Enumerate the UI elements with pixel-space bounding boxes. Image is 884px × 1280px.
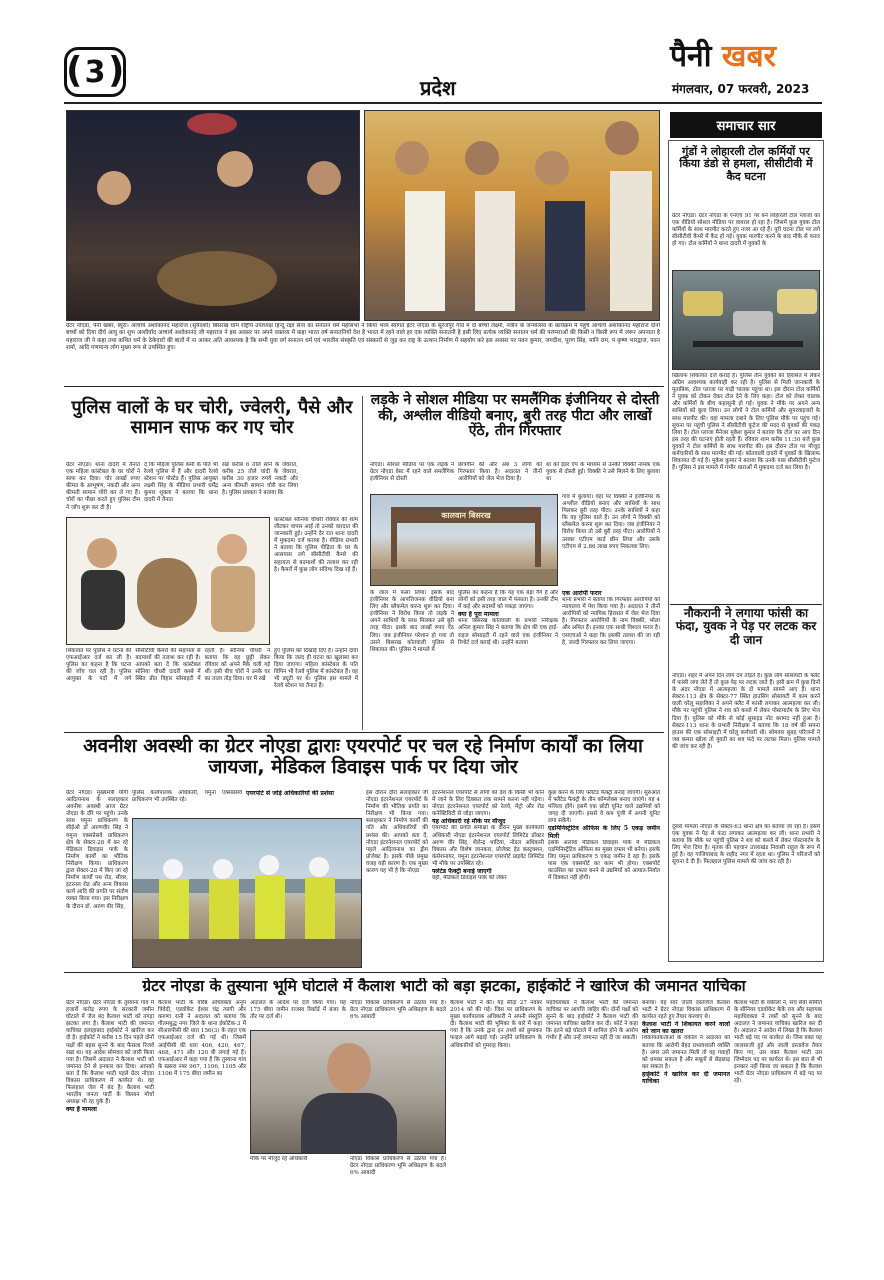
airport-col2-block bbox=[132, 790, 362, 816]
sidebar-divider bbox=[670, 604, 822, 605]
mid-rule bbox=[64, 732, 664, 733]
theft-col2: दें कि महिला पुलिस कर्मी के पति भी रेलवे पुलिस में हैं और दादरी रेलवे स्टेशन पर पोस्टेड हैं। पुलिस आयुक्त लक्ष्मी सिंह के मीडिया प्रभारी धर्मेंद्र कुमार शुक्ला ने बताया कि थाना दादरी में तैनात bbox=[144, 462, 218, 504]
bhati-col7b: शिकायतकर्ताओं के वकील ने अदालत को बताया कि आरोपी बेहद प्रभावशाली व्यक्ति है। अगर उसे जमानत मिली तो वह गवाहों को धमका सकता है और सबूतों से छेड़छाड़ कर सकता है। bbox=[642, 1035, 730, 1070]
bhati-col7: बनाया। यह सारे जाली दस्तावेज कैलाश भाटी ने ग्रेटर नोएडा विकास प्राधिकरण में कार्यरत रहते हुए तैयार करवाए थे। bbox=[642, 1000, 730, 1021]
header-rule bbox=[64, 102, 822, 104]
bhati-col1-block bbox=[66, 1000, 154, 1246]
engineer-bottom1: के जाल में फंसा लिया। इसके बाद इंजीनियर के आपत्तिजनक वीडियो बना लिए और ब्लैकमेल करना शुरू कर दिया। इंजीनियर ने विरोध किया तो लड़के ने अपने साथियों के साथ मिलकर उसे बुरी तरह पीटा। इसके बाद लाखों रुपए ऐंठ लिए। जब इंजीनियर परेशान हो गया तो उसने बिसरख कोतवाली पुलिस से शिकायत की। पुलिस ने मामले में bbox=[370, 590, 454, 653]
engineer-headline: लड़के ने सोशल मीडिया पर समलैंगिक इंजीनियर से दोस्ती की, अश्लील वीडियो बनाए, बुरी तरह पीटा और लाखों ऐंठे, तीन गिरफ्तार bbox=[370, 392, 660, 440]
theft-bottom2: हुए पुलिस को दिखाई दिए हैं। उन्होंने दावा किया कि जल्द ही घटना का खुलासा कर दिया जाएगा। महिला कांस्टेबल के पति विपिन भी रेलवे पुलिस में कांस्टेबल हैं। वह भी ड्यूटी पर थे। पुलिस इस मामले में रेलवे स्टेशन पर तैनात हैं। bbox=[274, 648, 358, 690]
engineer-police-station-photo bbox=[370, 494, 558, 586]
airport-col3: इस दौरान दौरा सलाहकार जी नोएडा इंटरनेशनल एयरपोर्ट के निर्माण की भौतिक प्रगति का निरीक्षण भी किया गया। सलाहकार ने निर्माण कार्यों की गति और अधिकारियों की प्रशंसा की। आपको बता दें, नोएडा इंटरनेशनल एयरपोर्ट को पहले आदित्यनाथ का ड्रीम प्रोजेक्ट है। इसके पीछे प्रमुख वजह यही कारण है। एक मुख्य कारण यह भी है कि नोएडा bbox=[366, 790, 428, 875]
police-station-sign: कालवान बिसरख bbox=[393, 509, 539, 523]
engineer-col2: छात्रवीन की और अब 3 लोगों को गिरफ्तार किया है। अदालत ने तीनों आरोपियों को जेल भेज दिया है। bbox=[458, 462, 542, 483]
airport-col5-block bbox=[548, 790, 660, 968]
engineer-subhead-absconding: एक आरोपी फरार bbox=[562, 590, 602, 597]
bhati-headline: ग्रेटर नोएडा के तुस्याना भूमि घोटाले में कैलाश भाटी को बड़ा झटका, हाईकोर्ट ने खारिज की जमानत याचिका bbox=[142, 978, 746, 995]
bhati-col7-subhead: कैलाश भाटी ने शिकायत करने वालों को जान का खतरा bbox=[642, 1021, 730, 1036]
bhati-col3: अदालत के आदेश पर दर्ज किया गया। यह 175 बीघा जमीन राजस्व रिकॉर्ड में बंजर के तौर पर दर्ज थी। bbox=[250, 1000, 346, 1021]
sidebar-toll-photo bbox=[672, 270, 820, 370]
airport-col4-subhead2: फ्लेटेड फैक्ट्री बनाई जाएगी bbox=[432, 868, 492, 876]
airport-col5b: इसके अलावा मेडिकल डिवाइस पार्क में मेडिकल एडमिनिस्ट्रेटिव ऑफिस का मुख्य दफ्तर भी बनेगा। इसके लिए यमुना प्राधिकरण 5 एकड़ जमीन दे रहा है। इसके पास एक एक्सपोर्ट का काम भी होगा। एक्सपोर्ट काउंसिल का दफ्तर बनने से उद्यमियों को आयात-निर्यात में दिक्कत नहीं होगी। bbox=[548, 839, 660, 882]
engineer-bottom2: पुलिस का कहना है कि यह एक बड़ा गैंग है और लोगों को इसी तरह जाल में फंसाता है। उनकी टीम में कई और सदस्यों को पकड़ा जाएगा। bbox=[458, 590, 558, 611]
airport-col2: पुलिस कार्यपालक अधिकारी, यमुना एक्सप्रेसवे प्राधिकरण भी उपस्थित रहे। bbox=[132, 790, 242, 804]
column-divider-1 bbox=[362, 396, 363, 730]
airport-officials-photo bbox=[132, 818, 362, 968]
airport-col4-subhead: यह अधिकारी रहे मौके पर मौजूद bbox=[432, 818, 506, 826]
airport-col4b: एयरपोर्ट की प्रगति समीक्षा के दौरान मुख्य कार्यकारी अधिकारी नोएडा इंटरनेशनल एयरपोर्ट लिमिटेड डॉक्टर अरुण वीर सिंह, शैलेन्द्र भाटिया, नोडल अधिकारी विकास और विशेष जानकार, प्रोजेक्ट हेड कंस्ट्रक्शन, कंसेशनायर, यमुना इंटरनेशनल एयरपोर्ट प्राइवेट लिमिटेड भी मौके पर उपस्थित रहे। bbox=[432, 825, 544, 867]
bhati-col4: नोएडा विकास प्राधिकरण से उठाया गया है। ग्रेटर नोएडा प्राधिकरण भूमि अधिग्रहण के बदले 6% आबादी bbox=[350, 1000, 446, 1021]
page-number-paren-right: ) bbox=[108, 50, 125, 91]
airport-col5: कुछ करने के लिए फ्लैटेड फैक्ट्री बनाई जाएगी। सुरुआत में फ्लैटेड फैक्ट्री के तीन कॉम्प्लेक्स बनाए जाएंगे। यह 4 मंजिला होंगे। इसमें एक छोटी यूनिट वाले उद्यमियों को जगह दी जाएगी। इससे वे कम पूंजी में अपनी यूनिट लगा सकेंगे। bbox=[548, 790, 660, 825]
engineer-col3b: गांव में बुलाया। वहां पर विक्की ने इंजीनियर के अश्लील वीडियो बनाए और साथियों के साथ मिलकर बुरी तरह पीटा। उनके साथियों ने कहा कि वह पुलिस वाले हैं। उन लोगों ने विक्की को ब्लैकमेल करना शुरू कर दिया। जब इंजीनियर ने विरोध किया तो उसे बुरी तरह पीटा। आरोपियों ने उसका एटीएम कार्ड छीन लिया और उसके एटीएम से 2.86 लाख रुपए निकलवा लिए। bbox=[562, 494, 660, 550]
engineer-bottom2-block bbox=[458, 590, 558, 728]
airport-col4c: वहीं, मेडिकल डिवाइस पार्क को लेकर bbox=[432, 875, 507, 882]
section-label: प्रदेश bbox=[420, 76, 456, 100]
bhati-col1: ग्रेटर नोएडा। ग्रेटर नोएडा के तुस्याना गांव में हजारों करोड़ रुपए के सरकारी जमीन घोटाले में जेल बंद कैलाश भाटी को तगड़ा झटका लगा है। कैलाश भाटी की जमानत याचिका इलाहाबाद हाईकोर्ट ने खारिज कर दी है। हाईकोर्ट ने करीब 15 दिन पहले दोनों पक्षों की बहस सुनने के बाद फैसला रिजर्व रखा था। यह आदेश सोमवार को जारी किया गया है। जिसमें अदालत ने कैलाश भाटी को जमानत देने से इनकार कर दिया। आपको बता दें कि कैलाश भाटी पहले ग्रेटर नोएडा विकास प्राधिकरण में कार्यरत थे। वह फिलहाल जेल में बंद है। कैलाश भाटी भारतीय जनता पार्टी के किसान मोर्चा अध्यक्ष भी रह चुके हैं। bbox=[66, 1000, 154, 1106]
sidebar-story1-text2: खिलाफ शिकायत दर्ज कराई है। पुलिस तीन युवकों को हिरासत में लेकर अग्रिम आवश्यक कार्यवाही कर रही है। पुलिस से मिली जानकारी के मुताबिक, टोल प्लाजा पर गाड़ी चालक पहुंचा था। इस दौरान टोल कर्मियों ने युवक को टोकन देकर टोल देने के लिए कहा। टोल को लेकर चालक और कर्मियों के बीच कहासुनी हो गई। युवक ने मौके पर अपने अन्य साथियों को बुला लिया। उन लोगों ने टोल कर्मियों और सुपरवाइजरों के साथ मारपीट की। वहां मामला दबाने के लिए पुलिस मौके पर पहुंच गई। सूचना पर पहुंची पुलिस ने सीसीटीवी फुटेज की मदद से युवकों की पकड़ लिया है। टोल प्लाजा मैनेजर मुकेश कुमार ने बताया कि टोल पर आए दिन इस तरह की घटनाएं होती रहती हैं। रविवार शाम करीब 11:30 बजे कुछ युवकों ने टोल कर्मियों के साथ मारपीट की। इस दौरान टोल पर मौजूद कर्मचारियों के साथ मारपीट की गई। कोतवाली दादरी में युवकों के खिलाफ शिकायत दी गई है। मुकेश कुमार ने बताया कि उनके पास सीसीटीवी फुटेज हैं। पुलिस ने इस मामले में गंभीर धाराओं में मुकदमा दर्ज कर लिया है। bbox=[672, 373, 820, 472]
airport-col2-subhead: एयरपोर्ट से जोड़े अधिकारियों की प्रशंसा bbox=[246, 790, 334, 797]
sidebar-story2-headline: नौकरानी ने लगाया फांसी का फंदा, युवक ने पेड़ पर लटक कर दी जान bbox=[675, 606, 817, 647]
page-number-paren-left: ( bbox=[66, 50, 83, 91]
sidebar-story2-text: नोएडा। शहर में अपने दिन लोग दम तोड़ते हैं। कुछ लोग सोसायटी के फ्लैट में फांसी लगा लेते हैं तो कुछ पेड़ पर लटक जाते हैं। इसी क्रम में कुछ दिनों के अंदर नोएडा में आत्महत्या के दो मामले सामने आए हैं। थाना सेक्टर-113 क्षेत्र के सेक्टर-77 स्थित हाउसिंग सोसायटी में काम करने वाली घरेलू सहायिका ने अपने फ्लैट में फांसी लगाकर आत्महत्या कर ली। मौके पर पहुंची पुलिस ने शव को कब्जे में लेकर पोस्टमार्टम के लिए भेज दिया है। पुलिस को मौके से कोई सुसाइड नोट बरामद नहीं हुआ है। सेक्टर-113 थाना के प्रभारी निरीक्षक ने बताया कि 18 वर्ष की सपना हाउस की एक सोसाइटी में घरेलू कर्मचारी थी। सोमवार सुबह परिजनों ने जब कमरा खोला तो युवती का शव फंदे पर लटका मिला। पुलिस मामले की जांच कर रही है। bbox=[672, 673, 820, 750]
sidebar-story1-text: ग्रेटर नोएडा। ग्रेटर नोएडा के एनएच 91 पर बने लोहारली टोल प्लाजा का एक वीडियो सोशल मीडिया पर वायरल हो रहा है। जिसमें कुछ युवक टोल कर्मियों के साथ मारपीट करते हुए नजर आ रहे हैं। पूरी घटना टोल पर लगे सीसीटीवी कैमरे में कैद हो गई। युवक मारपीट करने के बाद मौके से फरार हो गए। टोल कर्मियों ने थाना दादरी में युवकों के bbox=[672, 213, 820, 248]
engineer-subhead-case: क्या है पूरा मामला bbox=[458, 611, 499, 619]
bhati-col1-subhead: क्या है मामला bbox=[66, 1106, 97, 1114]
top-story-caption: ग्रेटर नोएडा, पैनी खबर, ब्यूरो। आचार्य अशोकानंद महाराज (सुर्यवंशी) बिसरख धाम राष्ट्रीय उपाध्यक्ष हिन्दू रक्षा सेना का सनातन धर्म महासभा ने किया भव्य स्वागत ईटर नोएडा के सूरजपुर गाँव में दो बच्चों लक्ष्मी, नवीन के जन्मोत्सव के कार्यक्रम में पहुँचे आचार्य अशोकानंद महाराज दोनों बच्चों को दिया दीर्घ आयु का शुभ आशीर्वाद आचार्य अशोकानंद जी महाराज ने इस अवसर पर अपने वक्तव्य में कहा भारत वर्ष सनातनियों देश है भारत में रहने वाले हर एक व्यक्ति सनातनी है इसी लिए प्रत्येक व्यक्ति सनातन धर्म की परम्पराओं की किसी न किसी रूप में जरूर अपनाता है महाराज जी ने कहा तथा कथित धर्म के ठेकेदारों की बातों में ना आकर अति आवश्यक है कि सभी युवा वर्ग सनातन धर्म एवं भारतीय संस्कृति एवं संस्कारों से जुड़ कर राष्ट्र के उत्थान निर्माण में सहयोग करे इस अवसर पर पवन कुमार, जगदीश, पूरण सिंह, मानि राम, पं कृष्ण भारद्वाज, पवन शर्मा, आदि गणमान्य लोग मुख्य रूप से उपस्थित हुए। bbox=[66, 323, 660, 352]
engineer-col1: नोएडा। सोशल मीडिया पर एक लड़के ने ग्रेटर नोएडा वेस्ट में रहने वाले समलैंगिक इंजीनियर से दोस्ती bbox=[370, 462, 454, 483]
theft-headline: पुलिस वालों के घर चोरी, ज्वेलरी, पैसे और सामान साफ कर गए चोर bbox=[71, 397, 353, 439]
top-story-photo-left bbox=[66, 110, 360, 321]
airport-col5-subhead: एडमिनिस्ट्रेटिव ऑफिस के लिए 5 एकड़ जमीन मिली bbox=[548, 825, 660, 840]
brand-name-part2: खबर bbox=[721, 39, 776, 74]
bhati-col2: कैलाश भाटी के वरिष्ठ अधिवक्ता अनूप त्रिवेदी, एडवोकेट ईश्वर चंद्र त्यागी और करुणा रानी ने अदालत को बताया कि गौतमबुद्ध नगर जिले के थाना ईकोटेक-3 में सीआरपीसी की धारा 156(3) के तहत एक एफआईआर दर्ज की गई थी। जिसमें आईपीसी की धारा 406, 420, 467, 468, 471 और 120 बी लगाई गई हैं। एफआईआर में कहा गया है कि तुस्याना गांव के खसरा नंबर 967, 1106, 1105 और 1106 में 175 बीघा जमीन का bbox=[158, 1000, 246, 1077]
top-story-photo-right bbox=[364, 110, 660, 321]
theft-col3: रखे करीब 6 तोले सोने के जेवरात, करीब 25 तोले चांदी के जेवरात, करीब 30 हजार रुपये नकदी और अन्य कीमती सामान चोरी कर लिया है। पुलिस प्रवक्ता ने बताया कि bbox=[222, 462, 298, 497]
airport-headline: अवनीश अवस्थी का ग्रेटर नोएडा द्वाराः एयरपोर्ट पर चल रहे निर्माण कार्यों का लिया जायजा, मेडिकल डिवाइस पार्क पर दिया जोर bbox=[83, 735, 643, 779]
sidebar-story1-headline: गुंडों ने लोहारली टोल कर्मियों पर किया डंडो से हमला, सीसीटीवी में कैद घटना bbox=[679, 145, 813, 183]
bhati-photo-text-left: मौके पर मौजूद रहे अधिकारी bbox=[250, 1156, 308, 1162]
issue-date: मंगलवार, 07 फरवरी, 2023 bbox=[672, 82, 810, 96]
page-number: 3 bbox=[84, 54, 106, 90]
engineer-bottom3: थाना प्रभारी ने बताया कि गिरफ्तार आरोपियों को न्यायालय में पेश किया गया है। अदालत ने तीनों आरोपियों को न्यायिक हिरासत में जेल भेज दिया है। गिरफ्तार आरोपियों के नाम विक्की, भोला और अमित हैं। इनका एक साथी विशाल फरार है। एसएचओ ने कहा कि इसकी तलाश की जा रही है, जल्दी गिरफ्तार कर लिया जाएगा। bbox=[562, 597, 660, 646]
bhati-col7-block bbox=[642, 1000, 730, 1246]
top-story-rule bbox=[64, 386, 664, 387]
theft-col1: ग्रेटर नोएडा। थाना दादरी में तैनात एक महिला कांस्टेबल के घर चोरों ने साफ कर दिया। चोर लाखों रुपए कीमत के आभूषण, नकदी और अन्य कीमती सामान चोरी कर ले गए हैं। चोरों का पीछा करते हुए पुलिस टीम ने जाँच शुरू कर दी है। bbox=[66, 462, 140, 511]
sidebar-story2-text2: दूसरा मामला नोएडा के सेक्टर-63 थाना क्षेत्र का बताया जा रहा है। इसमें एक युवक ने पेड़ से फंदा लगाकर आत्महत्या कर ली। थाना प्रभारी ने बताया कि मौके पर पहुंची पुलिस ने शव को कब्जे में लेकर पोस्टमार्टम के लिए भेज दिया है। मृतक की पहचान उत्तराखंड निवासी राहुल के रूप में हुई है। वह गाजियाबाद के शहीद नगर में रहता था। पुलिस ने परिजनों को सूचना दे दी है। फिलहाल पुलिस मामले की जांच कर रही है। bbox=[672, 824, 820, 866]
airport-col4: इंटरनेशनल एयरपोर्ट से लोगों को देश के किसी भी कोने में जाने के लिए दिक्कत तक सामने करना नहीं पड़ेगा। नोएडा इंटरनेशनल एयरपोर्ट को रेलवे, मेट्रो और रोड कनेक्टिविटी से जोड़ा जाएगा। bbox=[432, 790, 544, 818]
theft-cartoon bbox=[66, 517, 270, 645]
engineer-bottom2b: थाना बिसरख कोतवाली के प्रभारी निरीक्षक अनिल कुमार सिंह ने बताया कि क्षेत्र की एक हाई-राइज सोसाइटी में रहने वाले एक इंजीनियर ने रिपोर्ट दर्ज कराई थी। उन्होंने बताया bbox=[458, 618, 558, 646]
sidebar-banner bbox=[670, 112, 822, 138]
bhati-col4b: नोएडा विकास प्राधिकरण से उठाया गया है। ग्रेटर नोएडा प्राधिकरण भूमि अधिग्रहण के बदले 6% आबादी bbox=[350, 1156, 446, 1177]
engineer-bottom3-block bbox=[562, 590, 660, 728]
bhati-col6: महाधिवक्ता ने कैलाश भाटी की जमानत याचिका पर आपत्ति जाहिर की। दोनों पक्षों को सुनने के बाद हाईकोर्ट ने कैलाश भाटी की जमानत याचिका खारिज कर दी। कोर्ट ने कहा कि इतने बड़े घोटाले में शामिल होने के आरोप गंभीर हैं और उन्हें जमानत नहीं दी जा सकती। bbox=[546, 1000, 638, 1042]
brand-logo bbox=[670, 34, 776, 75]
bhati-col5: कैलाश भाटी ने की। यह सौदा 27 नवंबर 2014 को की गई। जिस पर प्राधिकरण के मुख्य कार्यपालक अधिकारी ने अपनी संस्तुति दी। कैलाश भाटी की भूमिका के बारे में कहा गया है कि उनके द्वारा इन तथ्यों को छुपाकर फाइल आगे बढ़ाई गई। उन्होंने प्राधिकरण के अधिकारियों को गुमराह किया। bbox=[450, 1000, 542, 1049]
theft-col3b: कांस्टेबल सोनिया चौधरी रविवार की शाम लौटकर वापस आईं तो उनको वारदात की जानकारी हुई। उन्होंने देर रात थाना दादरी में मुकदमा दर्ज कराया है। मीडिया प्रभारी ने बताया कि पुलिस पीड़िता के घर के आसपास लगे सीसीटीवी कैमरे की सहायता से बदमाशों की तलाश कर रही है। कैमरों में कुछ लोग संदिग्ध दिख रहे हैं। bbox=[274, 517, 358, 573]
bhati-col8: कैलाश भाटी के वकीलों ने, सच सेवा समिति के सीनियर एडवोकेट केके राय और सहायक महाधिवक्ता ने तर्कों को सुनने के बाद अदालत ने जमानत याचिका खारिज कर दी है। अदालत ने आदेश में लिखा है कि कैलाश भाटी बड़े पद पर कार्यरत थे। जिस वक्त यह जालसाजी हुई और जाली दस्तावेज तैयार किए गए, उस वक्त कैलाश भाटी उस जिम्मेदार पद पर कार्यरत थे। इस बात से भी इनकार नहीं किया जा सकता है कि कैलाश भाटी ग्रेटर नोएडा प्राधिकरण में बड़े पद पर रहे। bbox=[734, 1000, 822, 1085]
bhati-portrait-photo bbox=[250, 1030, 446, 1154]
lower-rule bbox=[64, 972, 824, 973]
sidebar-title: समाचार सार bbox=[716, 119, 776, 134]
theft-bottom1: शिकायत पर पुलिस ने घटना की एफआईआर दर्ज कर ली है। पुलिस का कहना है कि घटना की जाँच चल रही है। पुलिस आयुक्त के पदों में लगे सीसीटीवी कैमरों की सहायता से बदमाशों की तलाश कर रही है। आपको बता दें कि कांस्टेबल सोनिया चौधरी दादरी कस्बे में स्थित प्रीत विहार सोसाइटी में रहती हैं। सोनिया चौधरी ने बताया कि वह छुट्टी लेकर रविवार को अपने मैके चली गई थीं। इसी बीच चोरों ने उनके घर का ताला तोड़ दिया। घर में रखे bbox=[66, 648, 270, 683]
bhati-col7-subhead2: हाईकोर्ट ने खारिज कर दी जमानत याचिका bbox=[642, 1070, 730, 1086]
airport-col4-block bbox=[432, 790, 544, 968]
brand-name-part1: पैनी bbox=[670, 39, 712, 74]
airport-col1: ग्रेटर नोएडा। मुख्यमंत्री योगी आदित्यनाथ के सलाहकार अवनीश अवस्थी आज ग्रेटर नोएडा के दौरे पर पहुंचे। उनके साथ यमुना प्राधिकरण के सीईओ डॉ अरुणवीर सिंह ने यमुना एक्सप्रेसवे प्राधिकरण क्षेत्र के सेक्टर-28 में बन रहे मेडिकल डिवाइस पार्क के निर्माण कार्यों का भौतिक निरीक्षण किया। प्राधिकरण द्वारा सेक्टर-28 में किए जा रहे निर्माण कार्यों पथ रोड, सीवर, इंटरनल रोड और अन्य विकास कार्य आदि की प्रगति पर संतोष व्यक्त किया गया। इस निरीक्षण के दौरान डॉ. अरुण वीर सिंह, bbox=[66, 790, 128, 910]
engineer-col3: था को ईंडर ऐप के माध्यम से उनकी विक्की नामक एक युवक से दोस्ती हुई। विक्की ने उसे मिलने के लिए बुलाया था bbox=[546, 462, 660, 483]
